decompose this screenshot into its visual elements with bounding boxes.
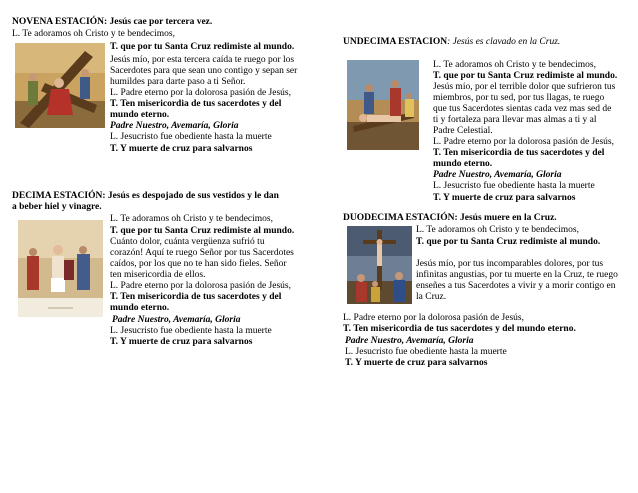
station-11-prayer-line-2: miembros, por tu sed, por tus llagas, te ruego	[433, 93, 605, 103]
station-12-leader-line-2: L. Padre eterno por la dolorosa pasión de Jesús,	[343, 313, 524, 323]
station-10-leader-line-3: L. Jesucristo fue obediente hasta la muerte	[110, 326, 272, 336]
station-12-leader-line-3: L. Jesucristo fue obediente hasta la muerte	[345, 347, 507, 357]
station-10-prayer-line-2: corazón! Aquí te ruego Señor por tus Sacerdotes	[110, 248, 294, 258]
station-9-response-line: T. que por tu Santa Cruz redimiste al mundo.	[110, 42, 295, 52]
station-10-response-line: T. que por tu Santa Cruz redimiste al mundo.	[110, 226, 295, 236]
station-12-prayer-line-2: infinitas angustias, por tu muerte en la Cruz, te ruego	[416, 270, 618, 280]
station-10-response-line-3: T. Y muerte de cruz para salvarnos	[110, 337, 253, 347]
station-10-response-line-2b: mundo eterno.	[110, 303, 170, 313]
station-12-title: DUODECIMA ESTACIÓN: Jesús muere en la Cruz.	[343, 213, 557, 223]
station-12-image	[347, 226, 412, 304]
station-11-response-line-3: T. Y muerte de cruz para salvarnos	[433, 193, 576, 203]
station-10-prayer-line-4: ten misericordia de ellos.	[110, 270, 206, 280]
station-12-response-line: T. que por tu Santa Cruz redimiste al mundo.	[416, 237, 601, 247]
station-11-prayer-line-4: ti y fortaleza para llevar mas almas a ti y al	[433, 115, 597, 125]
station-10-leader-line: L. Te adoramos oh Cristo y te bendecimos,	[110, 214, 274, 224]
station-10-prayers: Padre Nuestro, Avemaría, Gloria	[112, 315, 241, 325]
station-11-leader-line-3: L. Jesucristo fue obediente hasta la muerte	[433, 181, 595, 191]
station-11-image	[347, 60, 419, 150]
station-10-leader-line-2: L. Padre eterno por la dolorosa pasión de Jesús,	[110, 281, 291, 291]
station-11-title	[343, 37, 560, 48]
station-9-response-line-2b: mundo eterno.	[110, 110, 170, 120]
station-10-title-line-1: DECIMA ESTACIÓN: Jesús es despojado de sus vestidos y le dan	[12, 191, 279, 201]
station-12-prayer-line-3: enseñes a tus Sacerdotes a vivir y a morir contigo en	[416, 281, 616, 291]
station-9-title: NOVENA ESTACIÓN: Jesús cae por tercera vez.	[12, 17, 213, 27]
station-11-leader-line: L. Te adoramos oh Cristo y te bendecimos,	[433, 60, 597, 70]
station-10-prayer-line-3: caídos, por los que no te han sido fieles. Señor	[110, 259, 287, 269]
station-11-prayer-line-5: Padre Celestial.	[433, 126, 493, 136]
station-9-leader-line: L. Te adoramos oh Cristo y te bendecimos,	[12, 29, 176, 39]
station-11-response-line-2a: T. Ten misericordia de tus sacerdotes y del	[433, 148, 605, 158]
station-11-leader-line-2: L. Padre eterno por la dolorosa pasión de Jesús,	[433, 137, 614, 147]
station-11-title-text: : Jesús es clavado en la Cruz.	[447, 37, 561, 47]
station-12-prayers: Padre Nuestro, Avemaría, Gloria	[345, 336, 474, 346]
station-10-title-line-2: a beber hiel y vinagre.	[12, 202, 102, 212]
station-11-prayer-line-1: Jesús mío, por el terrible dolor que sufrieron tus	[433, 82, 616, 92]
station-9-prayer-line-1: Jesús mío, por esta tercera caída te ruego por los	[110, 55, 295, 65]
station-12-prayer-line-1: Jesús mío, por tus incomparables dolores, por tus	[416, 259, 604, 269]
station-12-response-line-3: T. Y muerte de cruz para salvarnos	[345, 358, 488, 368]
station-9-image	[15, 43, 105, 128]
station-12-response-line-2: T. Ten misericordia de tus sacerdotes y del mundo eterno.	[343, 324, 576, 334]
station-9-leader-line-3: L. Jesucristo fue obediente hasta la muerte	[110, 132, 272, 142]
station-10-prayer-line-1: Cuánto dolor, cuánta vergüenza sufrió tu	[110, 237, 265, 247]
station-11-response-line: T. que por tu Santa Cruz redimiste al mundo.	[433, 71, 618, 81]
station-10-image	[18, 220, 103, 317]
station-11-title-label: UNDECIMA ESTACION	[343, 37, 448, 47]
station-9-leader-line-2: L. Padre eterno por la dolorosa pasión de Jesús,	[110, 88, 291, 98]
station-12-prayer-line-4: la Cruz.	[416, 292, 447, 302]
station-10-response-line-2a: T. Ten misericordia de tus sacerdotes y del	[110, 292, 282, 302]
station-11-prayers: Padre Nuestro, Avemaría, Gloria	[433, 170, 562, 180]
station-12-leader-line: L. Te adoramos oh Cristo y te bendecimos,	[416, 225, 580, 235]
station-9-prayer-line-3: humildes para darte paso a ti Señor.	[110, 77, 246, 87]
station-9-prayer-line-2: Sacerdotes para que sean uno contigo y sepan ser	[110, 66, 298, 76]
station-11-response-line-2b: mundo eterno.	[433, 159, 493, 169]
station-9-prayers: Padre Nuestro, Avemaría, Gloria	[110, 121, 239, 131]
station-9-response-line-3: T. Y muerte de cruz para salvarnos	[110, 144, 253, 154]
station-11-prayer-line-3: que tus Sacerdotes sientas cada vez mas sed de	[433, 104, 612, 114]
station-9-response-line-2a: T. Ten misericordia de tus sacerdotes y del	[110, 99, 282, 109]
